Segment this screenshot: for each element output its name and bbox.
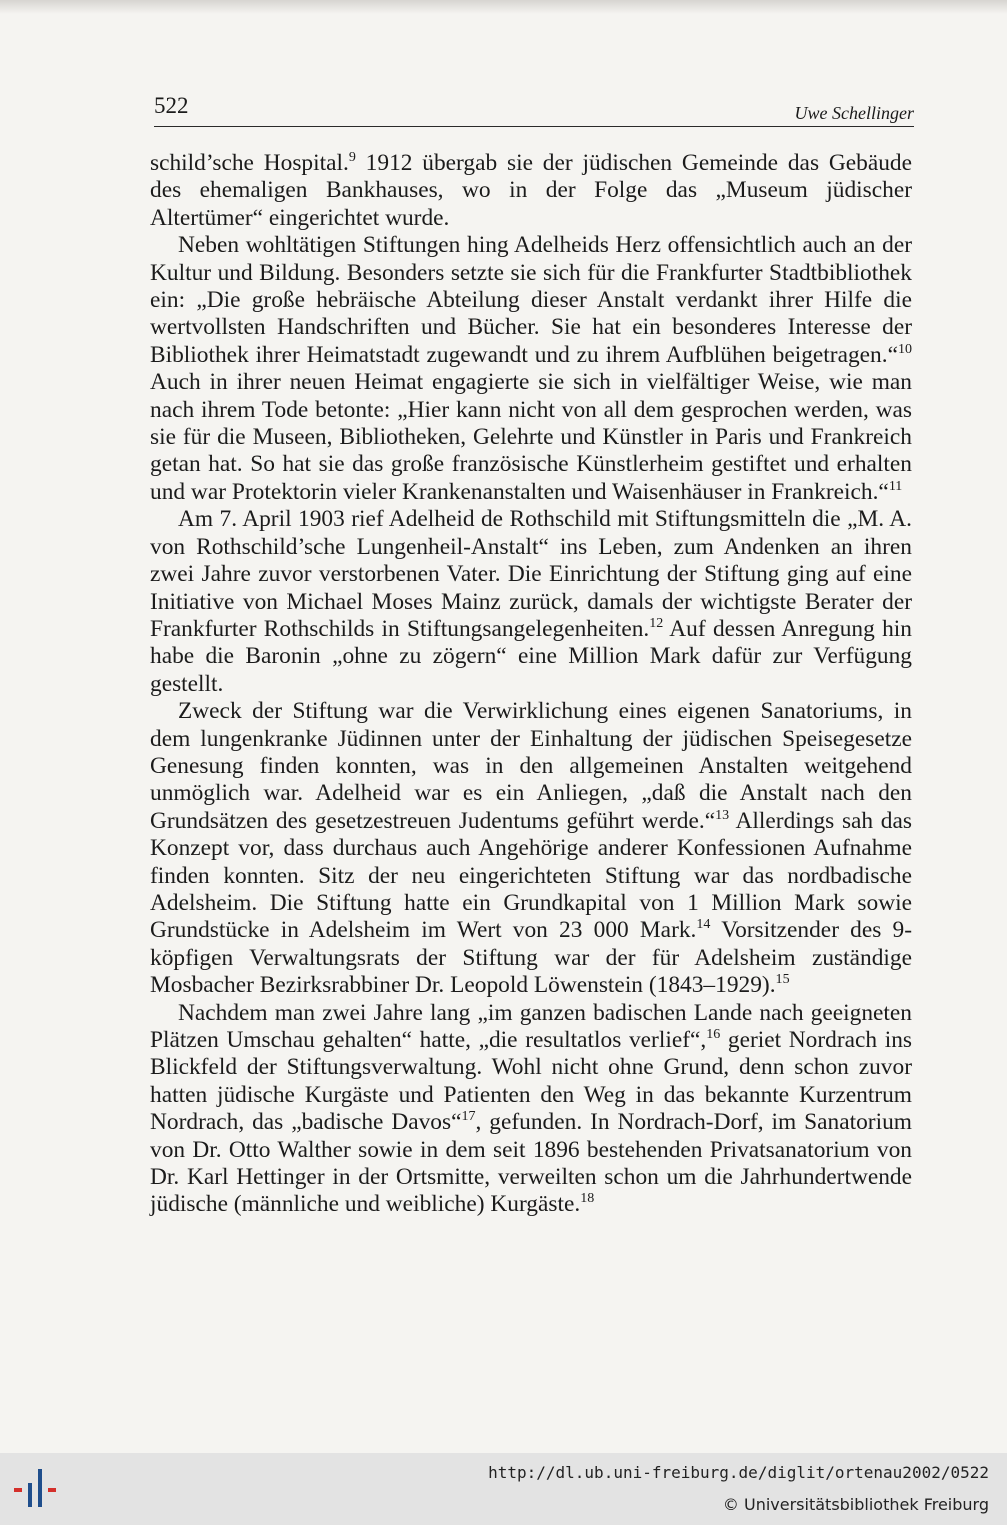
paragraph [150,150,912,232]
ub-freiburg-logo-icon [12,1463,64,1515]
paragraph [150,1000,912,1219]
footnote-ref: 14 [696,916,711,933]
paragraph [150,698,912,999]
body-text [150,150,912,1219]
footer-bar [0,1453,1007,1525]
text-segment: Allerdings sah das Konzept vor, dass durchaus auch Angehörige anderer Konfessionen Aufnahme finden konnten. Sitz der neu eingerichteten Stiftung war das nordbadische Adelsheim. Die Stiftung hatte ein Grundkapital von 1 Million Mark sowie Grundstücke in Adelsheim im Wert von 23 000 Mark. [150,807,912,944]
footnote-ref: 11 [888,478,903,495]
footnote-ref: 13 [715,806,730,823]
text-segment: Auch in ihrer neuen Heimat engagierte sie sich in vielfältiger Weise, wie man nach ihrem Tode betonte: „Hier kann nicht von all dem gesprochen werden, was sie für die Museen, Bibliotheken, Gelehrte und Künstler in Paris und Frankreich getan hat. So hat sie das große französische Künstlerheim gestiftet und erhalten und war Protektorin vieler Krankenanstalten und Waisenhäuser in Frankreich.“ [150,369,912,505]
text-segment: Vorsitzender des 9-köpfigen Verwaltungsrats der Stiftung war der für Adelsheim zuständige Mosbacher Bezirksrabbiner Dr. Leopold Löwenstein (1843–1929). [150,917,912,999]
footnote-ref: 16 [706,1026,721,1043]
running-head-author: Uwe Schellinger [794,103,914,123]
text-segment: Auf dessen Anregung hin habe die Baronin „ohne zu zögern“ eine Million Mark dafür zur Verfügung gestellt. [150,615,912,697]
text-segment: Am 7. April 1903 rief Adelheid de Rothschild mit Stiftungsmitteln die „M. A. von Rothschild’sche Lungenheil-Anstalt“ ins Leben, zum Andenken an ihren zwei Jahre zuvor verstorbenen Vater. Die Einrichtung der Stiftung ging auf eine Initiative von Michael Moses Mainz zurück, damals der wichtigste Berater der Frankfurter Rothschilds in Stiftungsangelegenheiten. [150,506,912,642]
text-segment: Nachdem man zwei Jahre lang „im ganzen badischen Lande nach geeigneten Plätzen Umschau gehalten“ hatte, „die resultatlos verlief“, [150,999,912,1053]
footnote-ref: 18 [580,1190,595,1207]
text-segment: , gefunden. In Nordrach-Dorf, im Sanatorium von Dr. Otto Walther sowie in dem seit 1896 bestehenden Privatsanatorium von Dr. Karl Hettinger in der Ortsmitte, verweilten schon um die Jahrhundertwende jüdische (männliche und weibliche) Kurgäste. [150,1109,912,1218]
paragraph [150,506,912,698]
copyright-notice: © Universitätsbibliothek Freiburg [722,1495,989,1514]
page-number: 522 [154,93,189,118]
text-segment: schild’sche Hospital. [150,150,349,176]
footnote-ref: 10 [897,341,912,358]
footnote-ref: 9 [348,149,356,166]
footnote-ref: 12 [649,615,664,632]
text-segment: Zweck der Stiftung war die Verwirklichung eines eigenen Sanatoriums, in dem lungenkranke Jüdinnen unter der Einhaltung der jüdischen Speisegesetze Genesung finden konnten, was in den allgemeinen Anstalten weitgehend unmöglich war. Adelheid war es ein Anliegen, „daß die Anstalt nach den Grundsätzen des gesetzestreuen Judentums geführt werde.“ [150,698,912,834]
text-segment: Neben wohltätigen Stiftungen hing Adelheids Herz offensichtlich auch an der Kultur und Bildung. Besonders setzte sie sich für die Frankfurter Stadtbibliothek ein: „Die große hebräische Abteilung dieser Anstalt verdankt ihrer Hilfe die wertvollsten Handschriften und Bücher. Sie hat ein besonderes Interesse der Bibliothek ihrer Heimatstadt zugewandt und zu ihrem Aufblühen beigetragen.“ [150,232,912,368]
source-url[interactable]: http://dl.ub.uni-freiburg.de/diglit/ortenau2002/0522 [488,1463,989,1482]
page-header [154,92,914,127]
text-segment: geriet Nordrach ins Blickfeld der Stiftungsverwaltung. Wohl nicht ohne Grund, denn schon zuvor hatten jüdische Kurgäste und Patienten den Weg in das bekannte Kurzentrum Nordrach, das „badische Davos“ [150,1027,913,1136]
footnote-ref: 17 [461,1108,476,1125]
paragraph [150,232,912,506]
text-segment: 1912 übergab sie der jüdischen Gemeinde das Gebäude des ehemaligen Bankhauses, wo in der Folge das „Museum jüdischer Altertümer“ eingerichtet wurde. [150,150,912,231]
footnote-ref: 15 [775,971,790,988]
scan-edge [0,0,1007,14]
